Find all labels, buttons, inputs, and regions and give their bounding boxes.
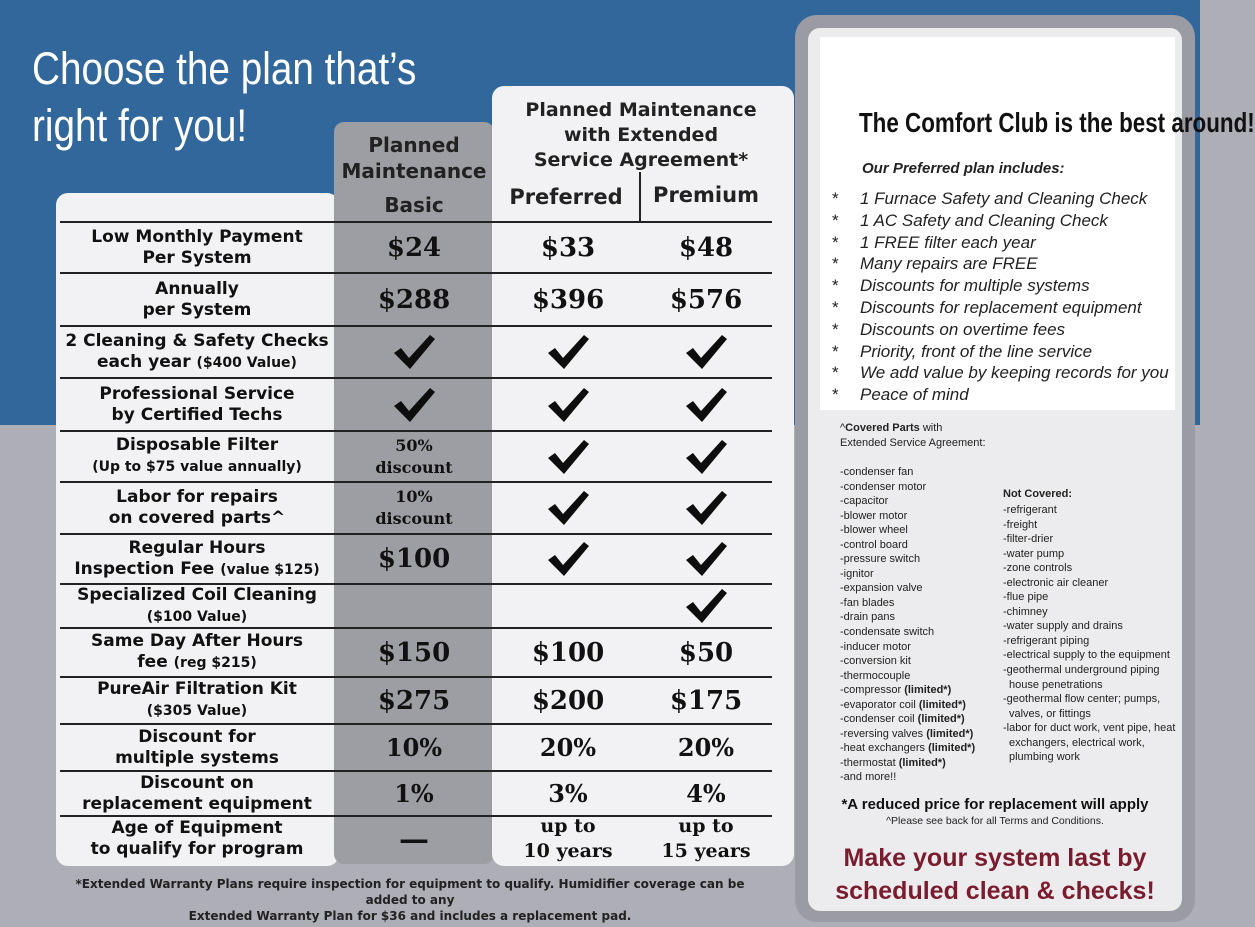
preferred-cell [496, 378, 640, 431]
feature-line-1: Low Monthly Payment [91, 226, 303, 247]
feature-line-1: Specialized Coil Cleaning [77, 584, 317, 605]
covered-part-item [840, 465, 975, 480]
basic-cell [338, 771, 490, 816]
basic-cell [338, 584, 490, 628]
not-covered-item: -geothermal flow center; pumps, valves, or fittings [1003, 693, 1161, 720]
benefit-text: Many repairs are FREE [860, 254, 1038, 274]
preferred-value: $100 [531, 637, 605, 668]
preferred-cell [496, 584, 640, 628]
basic-cell [338, 378, 490, 431]
feature-line-2-text: multiple systems [115, 747, 279, 768]
preferred-heading: Preferred [509, 185, 623, 209]
preferred-value: $396 [531, 284, 605, 315]
premium-cell [642, 273, 770, 326]
covered-part-limit: (limited*) [928, 742, 976, 755]
covered-part-item [840, 712, 975, 727]
basic-value: $275 [377, 685, 451, 716]
covered-parts-list [840, 465, 975, 785]
feature-line-1: Discount on [140, 772, 254, 793]
basic-cell [338, 677, 490, 724]
covered-part-name: -blower wheel [840, 524, 908, 537]
basic-cell [338, 482, 490, 534]
basic-cell [338, 816, 490, 862]
headline-line-2: right for you! [32, 100, 248, 151]
preferred-cell [496, 771, 640, 816]
not-covered-item: -labor for duct work, vent pipe, heat exchangers, electrical work, plumbing work [1003, 722, 1176, 764]
covered-part-name: -thermocouple [840, 669, 911, 682]
checkmark-icon [684, 587, 728, 625]
basic-value: $24 [386, 232, 442, 263]
basic-heading-line-3: Basic [384, 193, 444, 217]
extended-heading-line-1: Planned Maintenance [525, 99, 757, 121]
feature-line-2 [109, 508, 286, 529]
covered-part-item [840, 494, 975, 509]
feature-line-1: Labor for repairs [116, 487, 278, 507]
benefit-item [832, 319, 1169, 341]
feature-line-2-note: (value $125) [220, 561, 320, 578]
covered-part-limit: (limited*) [917, 713, 965, 726]
feature-line-2 [142, 248, 251, 269]
not-covered-item: -zone controls [1003, 562, 1073, 575]
feature-line-2-text: Inspection Fee [74, 558, 221, 579]
basic-value: — [399, 821, 429, 857]
not-covered-item: -flue pipe [1003, 591, 1049, 604]
premium-cell [642, 771, 770, 816]
preferred-value: $200 [531, 685, 605, 716]
covered-caret: ^ [840, 422, 846, 434]
covered-part-name: -condenser fan [840, 466, 914, 478]
slogan [808, 842, 1182, 908]
benefit-text: We add value by keeping records for you [860, 363, 1169, 383]
feature-line-2 [143, 300, 252, 321]
plan-column-divider [639, 172, 641, 222]
covered-part-limit: (limited*) [918, 698, 966, 711]
premium-cell [642, 816, 770, 862]
feature-label [60, 816, 334, 862]
checkmark-icon [546, 540, 590, 578]
not-covered-item: -refrigerant piping [1003, 634, 1090, 647]
bullet-asterisk: * [832, 254, 839, 274]
bullet-asterisk: * [832, 341, 839, 361]
feature-line-1: Annually [155, 278, 239, 299]
covered-title: Covered Parts [845, 422, 920, 434]
feature-line-2-text: by Certified Techs [111, 404, 283, 425]
basic-value: 1% [394, 779, 434, 808]
covered-part-name: -ignitor [840, 567, 874, 580]
not-covered-item: -electronic air cleaner [1003, 576, 1109, 589]
checkmark-icon [684, 438, 728, 476]
benefit-text: Priority, front of the line service [860, 341, 1093, 361]
basic-cell [338, 724, 490, 771]
covered-part-name: -heat exchangers [840, 742, 929, 755]
not-covered-item: -water supply and drains [1003, 620, 1123, 633]
not-covered-title: Not Covered: [1003, 488, 1073, 500]
feature-label [60, 628, 334, 677]
feature-label [60, 326, 334, 378]
feature-line-2 [74, 559, 319, 581]
preferred-value: 20% [539, 733, 597, 762]
feature-line-2-text: each year [97, 351, 197, 372]
feature-line-2-text: Per System [142, 247, 252, 268]
preferred-value-line-2: 10 years [523, 840, 613, 862]
premium-cell [642, 584, 770, 628]
benefit-text: Discounts for replacement equipment [860, 297, 1142, 317]
covered-part-item [840, 727, 975, 742]
covered-part-name: -inducer motor [840, 640, 911, 653]
feature-line-1: Same Day After Hours [91, 631, 303, 651]
preferred-cell [496, 628, 640, 677]
feature-line-2 [115, 748, 279, 769]
benefit-item [832, 341, 1169, 363]
not-covered-item: -freight [1003, 518, 1038, 531]
checkmark-icon [392, 333, 436, 371]
covered-part-item [840, 610, 975, 625]
preferred-value: 3% [548, 779, 588, 808]
premium-value: $50 [678, 637, 734, 668]
premium-cell [642, 482, 770, 534]
checkmark-icon [546, 386, 590, 424]
covered-part-name: -blower motor [840, 509, 908, 522]
covered-part-name: -reversing valves [840, 727, 927, 740]
preferred-value-line-1: up to [540, 815, 596, 837]
feature-line-1: Professional Service [99, 383, 295, 404]
checkmark-icon [546, 333, 590, 371]
warranty-footnote [60, 876, 760, 924]
benefit-item [832, 188, 1169, 210]
not-covered-list [1003, 503, 1183, 765]
feature-label [60, 482, 334, 534]
basic-cell [338, 534, 490, 584]
premium-value: $175 [669, 685, 743, 716]
preferred-plan-benefits [832, 188, 1169, 406]
extended-plan-heading [496, 98, 786, 173]
covered-part-item [840, 654, 975, 669]
covered-part-item [840, 567, 975, 582]
benefit-text: 1 FREE filter each year [860, 232, 1036, 252]
premium-cell [642, 431, 770, 482]
covered-part-item [840, 596, 975, 611]
checkmark-icon [546, 489, 590, 527]
bullet-asterisk: * [832, 210, 839, 230]
feature-line-2-text: per System [142, 299, 252, 320]
checkmark-icon [684, 386, 728, 424]
feature-line-2-text: on covered parts^ [108, 508, 286, 528]
feature-line-2 [137, 652, 256, 674]
preferred-cell [496, 431, 640, 482]
feature-line-2 [147, 700, 247, 722]
premium-cell [642, 326, 770, 378]
covered-part-name: -control board [840, 538, 908, 551]
basic-value: $100 [377, 544, 451, 574]
covered-part-name: -thermostat [840, 756, 899, 769]
basic-heading-line-2: Maintenance [341, 159, 487, 183]
premium-value: $48 [678, 232, 734, 263]
premium-value: 4% [686, 779, 726, 808]
covered-part-name: -condenser coil [840, 713, 918, 726]
covered-part-name: -drain pans [840, 611, 896, 624]
preferred-value: $33 [540, 232, 596, 263]
covered-part-item [840, 770, 975, 785]
feature-line-1: PureAir Filtration Kit [97, 679, 297, 699]
bullet-asterisk: * [832, 297, 839, 317]
covered-part-item [840, 669, 975, 684]
basic-value-line-1: 10% [395, 487, 433, 506]
checkmark-icon [684, 489, 728, 527]
feature-label [60, 584, 334, 628]
not-covered-item: -electrical supply to the equipment [1003, 649, 1170, 662]
feature-label [60, 273, 334, 326]
benefit-text: Discounts on overtime fees [860, 319, 1066, 339]
covered-part-item [840, 625, 975, 640]
feature-line-2 [82, 794, 312, 815]
premium-cell [642, 677, 770, 724]
preferred-cell [496, 326, 640, 378]
benefit-item [832, 297, 1169, 319]
checkmark-icon [546, 438, 590, 476]
feature-line-2-text: fee [137, 652, 174, 672]
covered-part-name: -capacitor [840, 495, 889, 508]
preferred-cell [496, 534, 640, 584]
basic-value: $288 [377, 284, 451, 315]
feature-line-2-note: (Up to $75 value annually) [92, 459, 302, 475]
covered-part-name: -compressor [840, 684, 905, 697]
reduced-price-note: *A reduced price for replacement will apply [841, 796, 1149, 813]
feature-line-2-note: ($400 Value) [196, 354, 297, 371]
benefit-item [832, 275, 1169, 297]
preferred-cell [496, 677, 640, 724]
covered-part-limit: (limited*) [898, 756, 946, 769]
feature-label [60, 677, 334, 724]
bullet-asterisk: * [832, 319, 839, 339]
benefit-item [832, 232, 1169, 254]
premium-cell [642, 222, 770, 273]
comfort-club-title: The Comfort Club is the best around! [859, 107, 1255, 138]
preferred-cell [496, 222, 640, 273]
covered-part-item [840, 756, 975, 771]
basic-value: 10% [385, 733, 443, 762]
slogan-line-2: scheduled clean & checks! [835, 877, 1155, 905]
covered-part-name: -and more!! [840, 771, 897, 784]
feature-line-2 [92, 456, 302, 478]
premium-value-line-1: up to [678, 815, 734, 837]
feature-label [60, 378, 334, 431]
covered-suffix: with [919, 422, 943, 434]
benefit-item [832, 362, 1169, 384]
feature-line-2-note: ($100 Value) [146, 608, 248, 625]
feature-line-2-note: (reg $215) [173, 655, 257, 671]
extended-heading-line-2: with Extended [563, 124, 719, 146]
covered-part-item [840, 509, 975, 524]
covered-part-item [840, 698, 975, 713]
premium-value-line-2: 15 years [661, 840, 751, 862]
not-covered-item: -geothermal underground piping house penetrations [1003, 664, 1160, 691]
preferred-cell [496, 816, 640, 862]
not-covered-item: -water pump [1003, 547, 1065, 560]
benefit-text: 1 AC Safety and Cleaning Check [860, 210, 1108, 230]
basic-cell [338, 326, 490, 378]
benefit-item [832, 384, 1169, 406]
footnote-line-1: *Extended Warranty Plans require inspection for equipment to qualify. Humidifier coverage can be added to any [75, 877, 745, 907]
covered-subtitle: Extended Service Agreement: [840, 437, 986, 449]
covered-part-item [840, 480, 975, 495]
bullet-asterisk: * [832, 276, 839, 296]
feature-line-2-text: replacement equipment [82, 793, 312, 814]
basic-cell [338, 222, 490, 273]
checkmark-icon [684, 540, 728, 578]
feature-line-1: Discount for [138, 726, 256, 747]
feature-line-2-text: to qualify for program [90, 839, 304, 859]
feature-line-2 [112, 405, 283, 426]
not-covered-item: -filter-drier [1003, 533, 1054, 546]
preferred-cell [496, 273, 640, 326]
premium-cell [642, 534, 770, 584]
feature-line-2 [91, 839, 304, 860]
covered-part-name: -condenser motor [840, 480, 927, 493]
bullet-asterisk: * [832, 385, 839, 405]
covered-part-name: -expansion valve [840, 582, 923, 595]
checkmark-icon [684, 333, 728, 371]
covered-part-limit: (limited*) [904, 684, 952, 697]
feature-label [60, 534, 334, 584]
covered-part-name: -condensate switch [840, 626, 935, 639]
not-covered-item: -chimney [1003, 605, 1048, 618]
covered-parts-heading [840, 421, 986, 451]
premium-heading: Premium [653, 183, 759, 207]
premium-value: 20% [677, 733, 735, 762]
basic-cell [338, 431, 490, 482]
covered-part-limit: (limited*) [926, 727, 974, 740]
bullet-asterisk: * [832, 232, 839, 252]
feature-line-1: Regular Hours [128, 537, 266, 558]
preferred-plan-subtitle: Our Preferred plan includes: [862, 160, 1065, 177]
covered-part-name: -evaporator coil [840, 698, 919, 711]
covered-part-name: -fan blades [840, 596, 895, 609]
benefit-item [832, 253, 1169, 275]
feature-line-2 [97, 352, 297, 374]
basic-value: $150 [377, 637, 451, 668]
footnote-line-2: Extended Warranty Plan for $36 and includes a replacement pad. [188, 909, 632, 923]
covered-part-item [840, 552, 975, 567]
basic-value-line-2: discount [375, 509, 453, 528]
feature-line-1: Age of Equipment [111, 818, 283, 838]
basic-cell [338, 628, 490, 677]
feature-label [60, 431, 334, 482]
benefit-text: Peace of mind [860, 385, 969, 405]
not-covered-item: -refrigerant [1003, 504, 1057, 516]
checkmark-icon [392, 386, 436, 424]
preferred-cell [496, 724, 640, 771]
bullet-asterisk: * [832, 363, 839, 383]
benefit-text: 1 Furnace Safety and Cleaning Check [860, 189, 1148, 208]
feature-label [60, 724, 334, 771]
terms-note: ^Please see back for all Terms and Conditions. [886, 815, 1104, 827]
extended-heading-line-3: Service Agreement* [533, 149, 749, 171]
feature-label [60, 771, 334, 816]
premium-cell [642, 378, 770, 431]
benefit-item [832, 210, 1169, 232]
premium-cell [642, 628, 770, 677]
bullet-asterisk: * [832, 189, 839, 208]
basic-cell [338, 273, 490, 326]
slogan-line-1: Make your system last by [843, 844, 1147, 872]
basic-heading-line-1: Planned [368, 133, 460, 157]
basic-plan-heading [338, 132, 490, 218]
covered-part-name: -conversion kit [840, 655, 911, 668]
benefit-text: Discounts for multiple systems [860, 276, 1090, 296]
covered-part-item [840, 741, 975, 756]
feature-line-2-note: ($305 Value) [146, 703, 248, 719]
covered-part-item [840, 523, 975, 538]
premium-cell [642, 724, 770, 771]
covered-part-item [840, 538, 975, 553]
premium-value: $576 [669, 284, 743, 315]
headline-line-1: Choose the plan that’s [32, 43, 417, 94]
covered-part-item [840, 581, 975, 596]
preferred-cell [496, 482, 640, 534]
covered-part-name: -pressure switch [840, 553, 921, 566]
covered-part-item [840, 640, 975, 655]
feature-line-2 [147, 606, 247, 628]
basic-value-line-2: discount [375, 457, 453, 477]
feature-line-1: Disposable Filter [115, 435, 279, 455]
covered-part-item [840, 683, 975, 698]
feature-line-1: 2 Cleaning & Safety Checks [65, 330, 329, 351]
feature-label [60, 222, 334, 273]
basic-value-line-1: 50% [395, 435, 433, 455]
